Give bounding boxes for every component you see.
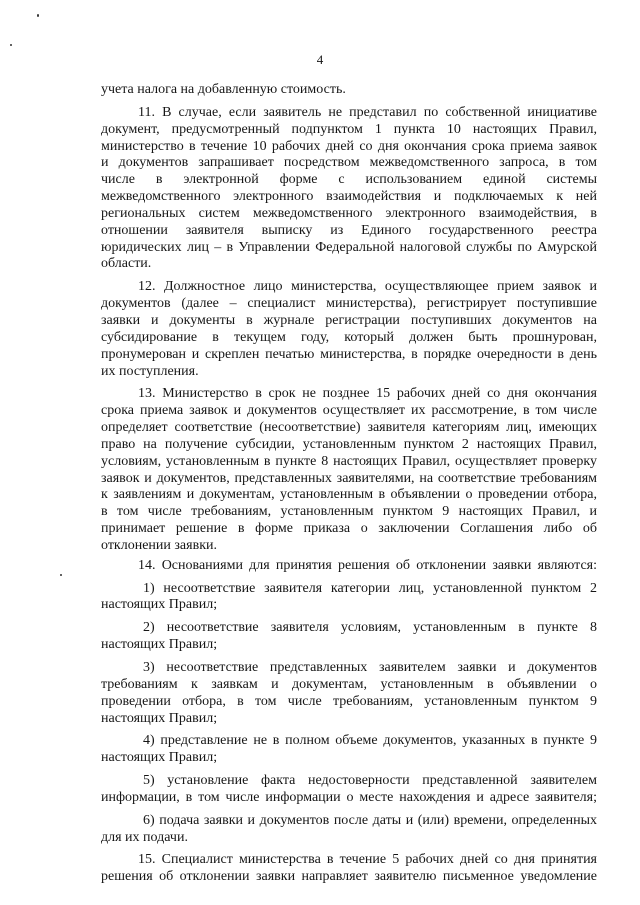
text-line: региональных систем межведомственного электронного взаимодействия, в — [101, 205, 597, 221]
text-line: настоящих Правил; — [101, 710, 218, 726]
text-line: определяет соответствие (несоответствие) заявителя категориям лиц, имеющих — [101, 420, 597, 436]
text-line: 13. Министерство в срок не позднее 15 рабочих дней со дня окончания — [138, 386, 597, 402]
text-line: и документов запрашивает посредством межведомственного запроса, в том — [101, 155, 597, 171]
text-line: проведении отбора, в том числе требованиям, установленным пунктом 9 — [101, 693, 597, 709]
text-line: их поступления. — [101, 363, 199, 379]
text-line: 15. Специалист министерства в течение 5 рабочих дней со дня принятия — [138, 852, 597, 868]
text-line: 14. Основаниями для принятия решения об отклонении заявки являются: — [138, 557, 597, 573]
text-line: документ, предусмотренный подпунктом 1 пункта 10 настоящих Правил, — [101, 121, 597, 137]
text-line: отношении заявителя выписку из Единого государственного реестра — [101, 222, 597, 238]
text-line: 2) несоответствие заявителя условиям, установленным в пункте 8 — [143, 620, 597, 636]
scan-speck-top — [37, 14, 39, 17]
text-line: 12. Должностное лицо министерства, осуществляющее прием заявок и — [138, 279, 597, 295]
document-body — [101, 82, 597, 886]
scan-speck-margin — [60, 574, 62, 576]
text-line: министерство в течение 10 рабочих дней со дня окончания срока приема заявок — [101, 138, 597, 154]
text-line: настоящих Правил; — [101, 597, 218, 613]
text-line: 11. В случае, если заявитель не представил по собственной инициативе — [138, 104, 597, 120]
text-line: настоящих Правил; — [101, 637, 218, 653]
text-line: право на получение субсидии, установленным пунктом 2 настоящих Правил, — [101, 436, 597, 452]
text-line: заявок и документов, представленных заявителями, на соответствие требованиям — [101, 470, 597, 486]
text-line: срока приема заявок и документов осуществляет их рассмотрение, в том числе — [101, 403, 597, 419]
text-line: для их подачи. — [101, 829, 188, 845]
text-line: настоящих Правил; — [101, 750, 218, 766]
text-line: субсидирование в текущем году, который должен быть прошнурован, — [101, 329, 597, 345]
text-line: в том числе требованиям, установленным пунктом 9 настоящих Правил, и — [101, 504, 597, 520]
text-line: 1) несоответствие заявителя категории лиц, установленной пунктом 2 — [143, 580, 597, 596]
text-line: 6) подача заявки и документов после даты и (или) времени, определенных — [143, 812, 597, 828]
text-line: учета налога на добавленную стоимость. — [101, 82, 346, 97]
text-line: юридических лиц – в Управлении Федеральной налоговой службы по Амурской — [101, 239, 597, 255]
text-line: отклонении заявки. — [101, 537, 217, 553]
text-line: 3) несоответствие представленных заявителем заявки и документов — [143, 660, 597, 675]
page-number: 4 — [316, 52, 324, 67]
text-line: числе в электронной форме с использованием единой системы — [101, 172, 597, 188]
text-line: решения об отклонении заявки направляет заявителю письменное уведомление — [101, 869, 597, 885]
text-line: документов (далее – специалист министерства), регистрирует поступившие — [101, 296, 597, 312]
text-line: пронумерован и скреплен печатью министерства, в порядке очередности в день — [101, 346, 597, 362]
text-line: информации, в том числе информации о месте нахождения и адресе заявителя; — [101, 789, 597, 805]
text-line: условиям, установленным в пункте 8 настоящих Правил, осуществляет проверку — [101, 453, 597, 469]
text-line: требованиям к заявкам и документам, установленным в объявлении о — [101, 676, 597, 692]
scan-speck-left — [10, 44, 12, 46]
text-line: области. — [101, 256, 152, 272]
text-line: к заявлениям и документам, установленным в объявлении о проведении отбора, — [101, 487, 597, 503]
text-line: принимает решение в форме приказа о заключении Соглашения либо об — [101, 521, 597, 537]
text-line: межведомственного электронного взаимодействия и подключаемых к ней — [101, 189, 597, 205]
text-line: заявки и документы в журнале регистрации поступивших документов на — [101, 312, 597, 328]
text-line: 4) представление не в полном объеме документов, указанных в пункте 9 — [143, 733, 597, 749]
text-line: 5) установление факта недостоверности представленной заявителем — [143, 773, 597, 789]
